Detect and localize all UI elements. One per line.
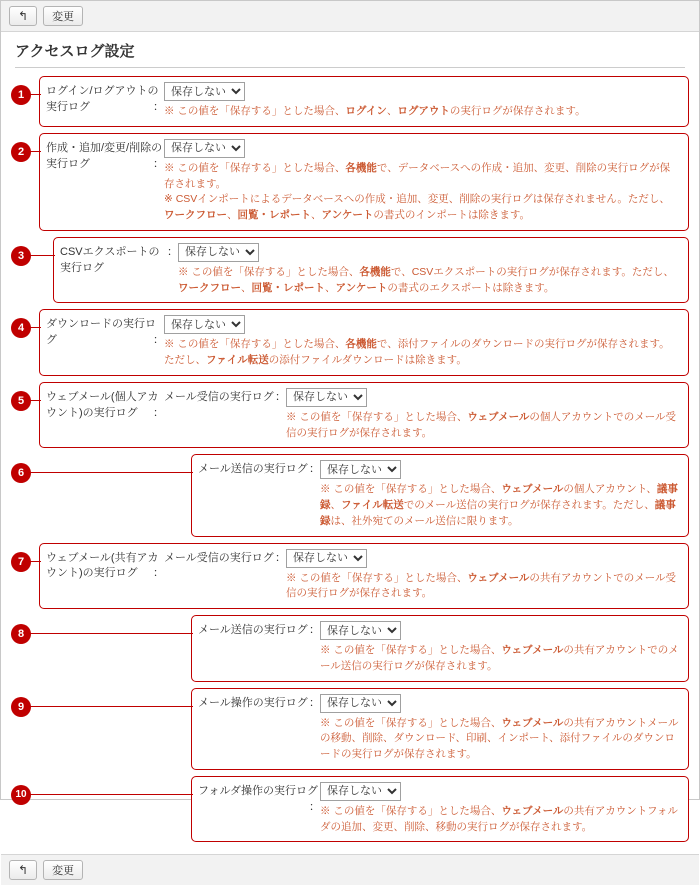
- login-logout-log-select[interactable]: [164, 82, 245, 101]
- bottom-toolbar: [1, 854, 699, 885]
- create-change-delete-log-select[interactable]: [164, 139, 245, 158]
- note-webmail-shared-operation: ※ この値を「保存する」とした場合、ウェブメールの共有アカウントメールの移動、削除、ダウンロード、印刷、インポート、添付ファイルのダウンロードの実行ログが保存されます。: [320, 716, 679, 760]
- note-webmail-shared-send: ※ この値を「保存する」とした場合、ウェブメールの共有アカウントでのメール送信の実行ログが保存されます。: [320, 644, 679, 672]
- download-log-select[interactable]: [164, 315, 245, 334]
- change-button-top[interactable]: 変更: [43, 6, 83, 26]
- note-webmail-personal-send: ※ この値を「保存する」とした場合、ウェブメールの個人アカウント、議事録、ファイル転送でのメール送信の実行ログが保存されます。ただし、議事録は、社外宛てのメール送信に限ります。: [320, 483, 678, 527]
- note-create-change-delete: ※ この値を「保存する」とした場合、各機能で、データベースへの作成・追加、変更、削除の実行ログが保存されます。 ※ CSVインポートによるデータベースへの作成・追加、変更、削除の実行ログは保存されません。ただし、ワークフロー、回覧・レポート、アンケートの書式のインポートは除きます。: [164, 161, 671, 221]
- webmail-personal-receive-log-select[interactable]: [286, 388, 367, 407]
- step-badge-2: 2: [11, 142, 31, 162]
- section-csv-export: [11, 237, 689, 304]
- note-webmail-shared-receive: ※ この値を「保存する」とした場合、ウェブメールの共有アカウントでのメール受信の実行ログが保存されます。: [286, 571, 677, 600]
- section-box: [191, 454, 689, 536]
- section-box: [191, 688, 689, 770]
- section-login-logout: [11, 76, 689, 127]
- back-button-bottom[interactable]: [9, 860, 37, 880]
- section-download: [11, 309, 689, 376]
- back-arrow-icon: ↰: [18, 9, 29, 23]
- badge-connector: [25, 633, 193, 634]
- section-create-change-delete: [11, 133, 689, 231]
- section-webmail-shared-folder: [11, 776, 689, 843]
- section-webmail-shared-send: [11, 615, 689, 682]
- section-box: [39, 309, 689, 376]
- field-label-webmail-personal: ウェブメール(個人アカウント)の実行ログ ：: [46, 390, 164, 419]
- back-arrow-icon: ↰: [18, 863, 29, 878]
- webmail-shared-operation-log-select[interactable]: [320, 694, 401, 713]
- sub-label-mail-receive: メール受信の実行ログ ：: [164, 551, 286, 564]
- webmail-shared-receive-log-select[interactable]: [286, 549, 367, 568]
- step-badge-8: 8: [11, 624, 31, 644]
- sub-label-folder-operation: フォルダ操作の実行ログ ：: [198, 784, 320, 813]
- note-csv-export: ※ この値を「保存する」とした場合、各機能で、CSVエクスポートの実行ログが保存されます。ただし、ワークフロー、回覧・レポート、アンケートの書式のエクスポートは除きます。: [178, 265, 674, 294]
- badge-connector: [25, 706, 193, 707]
- field-label-create-change-delete: 作成・追加/変更/削除の ： 実行ログ: [46, 141, 164, 170]
- step-badge-4: 4: [11, 318, 31, 338]
- section-box: [39, 133, 689, 231]
- note-webmail-personal-receive: ※ この値を「保存する」とした場合、ウェブメールの個人アカウントでのメール受信の実行ログが保存されます。: [286, 410, 677, 439]
- webmail-shared-send-log-select[interactable]: [320, 621, 401, 640]
- note-download: ※ この値を「保存する」とした場合、各機能で、添付ファイルのダウンロードの実行ログが保存されます。ただし、ファイル転送の添付ファイルダウンロードは除きます。: [164, 338, 670, 366]
- section-webmail-personal-receive: [11, 382, 689, 449]
- step-badge-6: 6: [11, 463, 31, 483]
- sub-label-mail-receive: メール受信の実行ログ ：: [164, 390, 286, 403]
- back-button[interactable]: [9, 6, 37, 26]
- step-badge-9: 9: [11, 697, 31, 717]
- sub-label-mail-operation: メール操作の実行ログ ：: [198, 696, 320, 709]
- sub-label-mail-send: メール送信の実行ログ ：: [198, 624, 320, 636]
- section-box: [53, 237, 689, 304]
- field-label-download: ダウンロードの実行ログ ：: [46, 318, 164, 347]
- section-webmail-shared-receive: [11, 543, 689, 610]
- top-toolbar: [1, 1, 699, 32]
- field-label-csv-export: CSVエクスポートの ： 実行ログ: [60, 245, 178, 274]
- page-title: アクセスログ設定: [15, 40, 685, 68]
- step-badge-10: 10: [11, 785, 31, 805]
- csv-export-log-select[interactable]: [178, 243, 259, 262]
- badge-connector: [25, 794, 193, 795]
- section-box: [191, 776, 689, 843]
- note-webmail-shared-folder: ※ この値を「保存する」とした場合、ウェブメールの共有アカウントフォルダの追加、変更、削除、移動の実行ログが保存されます。: [320, 804, 678, 833]
- section-box: [39, 76, 689, 127]
- badge-connector: [25, 472, 193, 473]
- webmail-personal-send-log-select[interactable]: [320, 460, 401, 479]
- field-label-webmail-shared: ウェブメール(共有アカウント)の実行ログ ：: [46, 551, 164, 580]
- change-button-bottom[interactable]: 変更: [43, 860, 83, 880]
- section-webmail-personal-send: [11, 454, 689, 536]
- step-badge-5: 5: [11, 391, 31, 411]
- field-label-login-logout: ログイン/ログアウトの ： 実行ログ: [46, 85, 164, 113]
- section-box: [191, 615, 689, 682]
- sub-label-mail-send: メール送信の実行ログ ：: [198, 463, 320, 476]
- page-title-area: [1, 32, 699, 74]
- step-badge-1: 1: [11, 85, 31, 105]
- step-badge-7: 7: [11, 552, 31, 572]
- section-webmail-shared-operation: [11, 688, 689, 770]
- step-badge-3: 3: [11, 246, 31, 266]
- section-box: [39, 543, 689, 610]
- section-box: [39, 382, 689, 449]
- settings-content: [1, 74, 699, 854]
- webmail-shared-folder-log-select[interactable]: [320, 782, 401, 801]
- note-login-logout: ※ この値を「保存する」とした場合、ログイン、ログアウトの実行ログが保存されます。: [164, 105, 586, 117]
